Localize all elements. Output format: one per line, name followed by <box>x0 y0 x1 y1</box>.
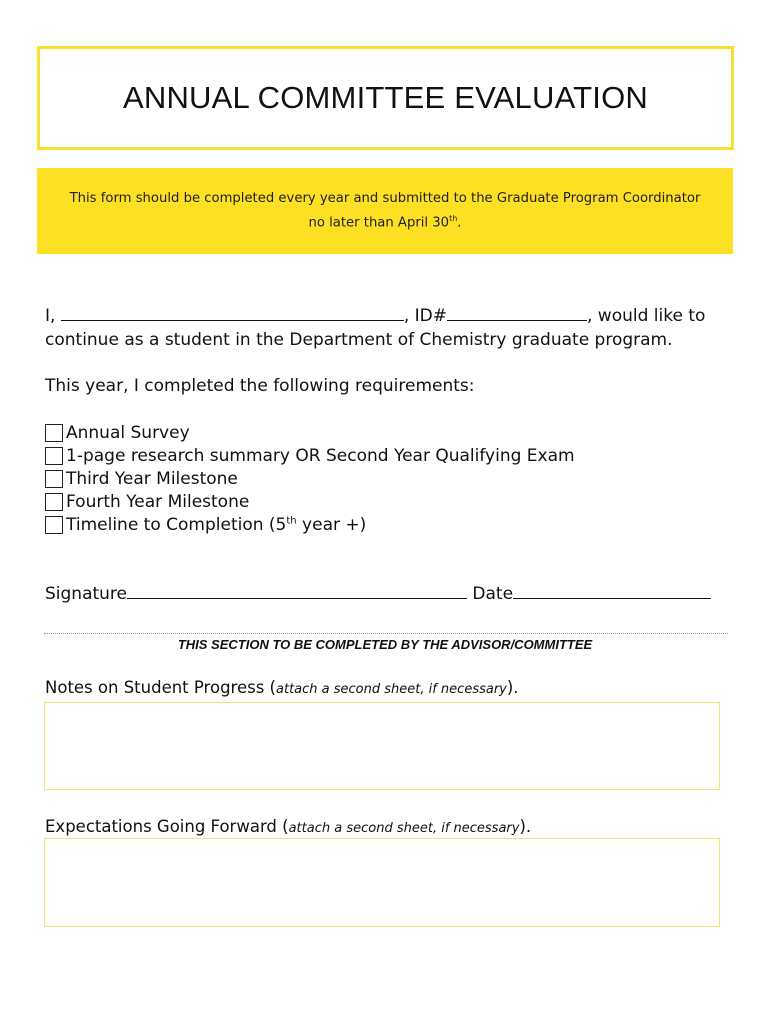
notes-close: ). <box>506 678 519 697</box>
advisor-section-heading: THIS SECTION TO BE COMPLETED BY THE ADVISOR/COMMITTEE <box>177 637 593 652</box>
requirements-list <box>45 421 575 536</box>
student-statement-line1 <box>45 306 705 326</box>
notes-hint: attach a second sheet, if necessary <box>276 682 507 697</box>
notice-banner <box>37 168 733 254</box>
student-name-field[interactable] <box>61 306 404 321</box>
id-label: , ID# <box>403 306 447 326</box>
requirement-fourth-year <box>45 490 575 513</box>
expectations-textbox[interactable] <box>44 838 720 927</box>
expect-hint: attach a second sheet, if necessary <box>288 821 520 836</box>
requirements-intro: This year, I completed the following requirements: <box>45 376 475 396</box>
third-year-checkbox[interactable] <box>45 470 63 488</box>
annual-survey-checkbox[interactable] <box>45 424 63 442</box>
notes-label <box>45 678 519 697</box>
requirement-third-year <box>45 467 575 490</box>
fourth-year-checkbox[interactable] <box>45 493 63 511</box>
requirement-annual-survey <box>45 421 575 444</box>
section-divider <box>44 633 728 634</box>
notice-text <box>65 189 705 233</box>
research-summary-checkbox[interactable] <box>45 447 63 465</box>
timeline-checkbox[interactable] <box>45 516 63 534</box>
requirement-label: Fourth Year Milestone <box>66 491 250 512</box>
page-title: ANNUAL COMMITTEE EVALUATION <box>123 80 648 115</box>
date-label: Date <box>472 584 514 604</box>
date-field[interactable] <box>513 584 711 599</box>
signature-row <box>45 584 711 604</box>
requirement-timeline <box>45 513 575 536</box>
requirement-label <box>66 515 366 535</box>
would-like-text: , would like to <box>586 306 706 326</box>
notes-textbox[interactable] <box>44 702 720 790</box>
notice-superscript: th <box>449 213 458 223</box>
timeline-label-prefix: Timeline to Completion (5 <box>66 514 287 535</box>
requirement-label: 1-page research summary OR Second Year Qualifying Exam <box>66 445 575 466</box>
student-id-field[interactable] <box>447 306 587 321</box>
expect-close: ). <box>519 817 532 836</box>
timeline-label-sup: th <box>286 514 297 526</box>
expectations-label <box>45 817 531 836</box>
notice-suffix: . <box>457 215 462 231</box>
requirement-research-summary <box>45 444 575 467</box>
requirement-label: Third Year Milestone <box>66 468 238 489</box>
student-statement-line2: continue as a student in the Department of Chemistry graduate program. <box>45 330 673 350</box>
notes-label-text: Notes on Student Progress ( <box>45 678 276 697</box>
expect-label-text: Expectations Going Forward ( <box>45 817 289 836</box>
intro-prefix: I, <box>45 306 56 326</box>
timeline-label-suffix: year +) <box>296 514 367 535</box>
signature-field[interactable] <box>127 584 467 599</box>
signature-label: Signature <box>45 584 128 604</box>
requirement-label: Annual Survey <box>66 422 190 443</box>
title-box <box>37 46 734 150</box>
notice-body: This form should be completed every year and submitted to the Graduate Program Coordinator no later than April 30 <box>69 190 701 231</box>
